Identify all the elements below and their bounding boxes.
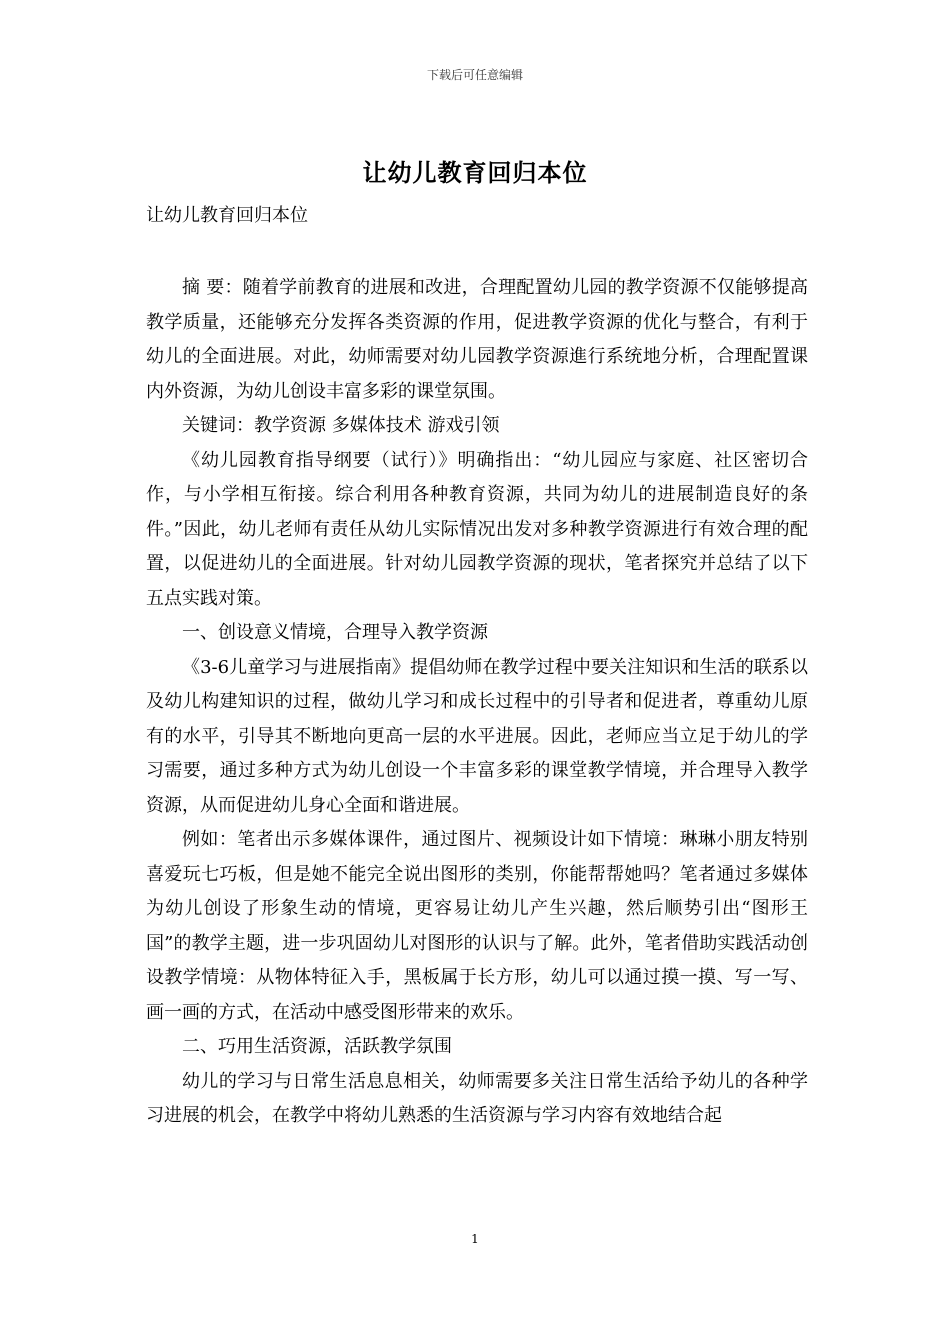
section-heading-2: 二、巧用生活资源，活跃教学氛围 — [182, 1036, 452, 1057]
abstract-paragraph: 摘 要：随着学前教育的进展和改进，合理配置幼儿园的教学资源不仅能够提高教学质量，还能够充分发挥各类资源的作用，促进教学资源的优化与整合，有利于幼儿的全面进展。对此，幼师需要对幼儿园教学资源進行系统地分析，合理配置课内外资源，为幼儿创设丰富多彩的课堂氛围。 — [146, 277, 808, 402]
document-title: 让幼儿教育回归本位 — [362, 158, 588, 187]
document-subtitle: 让幼儿教育回归本位 — [146, 205, 308, 226]
body-paragraph: 幼儿的学习与日常生活息息相关，幼师需要多关注日常生活给予幼儿的各种学习进展的机会，在教学中将幼儿熟悉的生活资源与学习内容有效地结合起 — [146, 1070, 808, 1126]
page-number: 1 — [471, 1232, 479, 1246]
body-paragraph: 《3-6儿童学习与进展指南》提倡幼师在教学过程中要关注知识和生活的联系以及幼儿构建知识的过程，做幼儿学习和成长过程中的引导者和促进者，尊重幼儿原有的水平，引导其不断地向更高一层的水平进展。因此，老师应当立足于幼儿的学习需要，通过多种方式为幼儿创设一个丰富多彩的课堂教学情境，并合理导入教学资源，从而促进幼儿身心全面和谐进展。 — [146, 656, 808, 816]
intro-paragraph: 《幼儿园教育指导纲要（试行）》明确指出：“幼儿园应与家庭、社区密切合作，与小学相互衔接。综合利用各种教育资源，共同为幼儿的进展制造良好的条件。”因此，幼儿老师有责任从幼儿实际情况出发对多种教学资源进行有效合理的配置，以促进幼儿的全面进展。针对幼儿园教学资源的现状，笔者探究并总结了以下五点实践对策。 — [146, 449, 808, 609]
section-heading-1: 一、创设意义情境，合理导入教学资源 — [182, 622, 488, 643]
header-note: 下载后可任意编辑 — [426, 68, 523, 82]
document-body — [146, 271, 808, 1134]
keywords-paragraph: 关键词：教学资源 多媒体技术 游戏引领 — [182, 415, 500, 436]
body-paragraph: 例如：笔者出示多媒体课件，通过图片、视频设计如下情境：琳琳小朋友特别喜爱玩七巧板，但是她不能完全说出图形的类别，你能帮帮她吗？笔者通过多媒体为幼儿创设了形象生动的情境，更容易让幼儿产生兴趣，然后顺势引出“图形王国”的教学主题，进一步巩固幼儿对图形的认识与了解。此外，笔者借助实践活动创设教学情境：从物体特征入手，黑板属于长方形，幼儿可以通过摸一摸、写一写、画一画的方式，在活动中感受图形带来的欢乐。 — [146, 829, 808, 1023]
